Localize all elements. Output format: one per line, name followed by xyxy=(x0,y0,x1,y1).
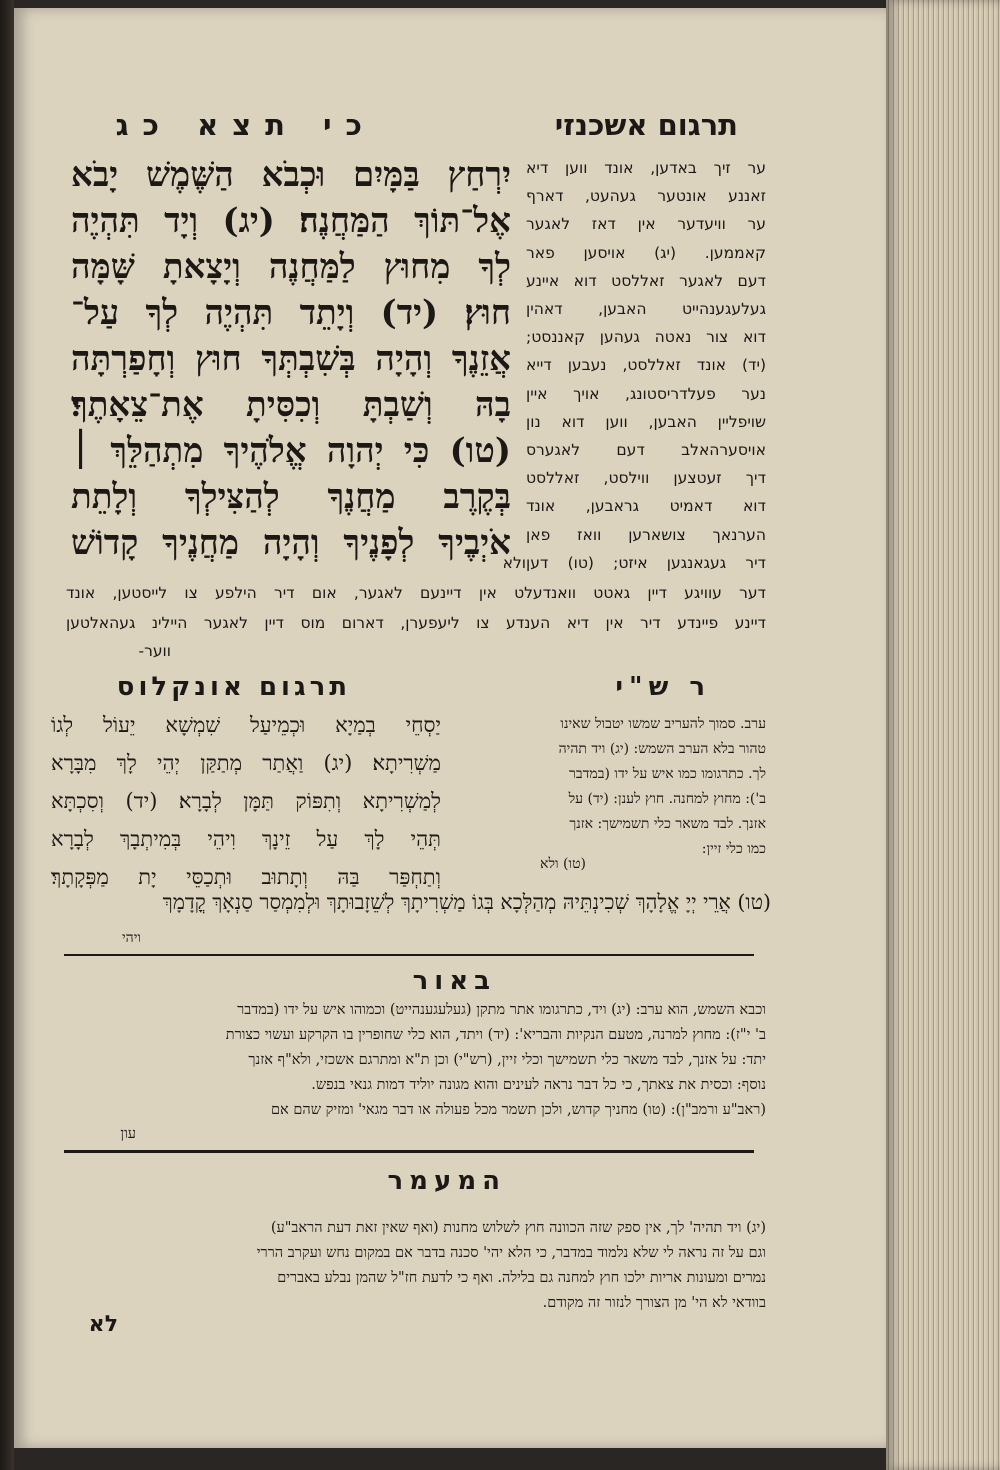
text-line: תְּהֵי לָךְ עַל זֵינָךְ וִיהֵי בְּמִיתְבָךְ לְבָרָא xyxy=(51,827,441,851)
text-line: (יד) אונד זאללסט, נעבען דייא xyxy=(526,356,766,375)
text-line: דער עוויגע דיין גאטט וואנדעלט אין דיינעם לאגער, אום דיר הילפע צו לייסטען, אונד xyxy=(66,584,766,602)
text-line: אֹיְבֶיךָ לְפָנֶיךָ וְהָיָה מַחֲנֶיךָ קָדוֹשׁ xyxy=(71,523,511,563)
text-line: לך. כתרגומו כמו איש על ידו (במדבר xyxy=(569,766,766,782)
text-line: דוא צור נאטה געהען קאננסט; xyxy=(526,328,766,347)
text-line: ב' י"ז): מחוץ למרנה, מטעם הנקיות והבריא': (יד) ויתד, הוא כלי שחופרין בו הקרקע ועשוי כצורת xyxy=(225,1027,766,1043)
text-line: טהור בלא הערב השמש: (יג) ויד תהיה xyxy=(558,741,766,757)
onkelos-catchword: ויהי xyxy=(122,930,141,946)
text-line: אויסערהאלב דעם לאגערס xyxy=(526,441,766,460)
header-right-title: תרגום אשכנזי xyxy=(554,108,738,142)
text-line: ערב. סמוך להעריב שמשו יטבול שאינו xyxy=(560,716,766,732)
divider-1 xyxy=(64,954,754,956)
text-line: דעם לאגער זאללסט דוא איינע xyxy=(526,271,766,290)
text-line: שויפליין האבען, ווען דוא נון xyxy=(526,412,766,431)
rashi-title: ר ש"י xyxy=(615,672,711,702)
onkelos-full-line: (טו) אֲרֵי יְיָ אֱלָהָךְ שְׁכִינְתֵּיהּ מְהַלְּכָא בְּגוֹ מַשְׁרִיתָךְ לְשֵׁזָבוּתָךְ וּלְמִמְסַר סַנְאָךְ קֳדָמָךְ xyxy=(162,890,771,914)
rashi-end: (טו) ולא xyxy=(540,856,586,872)
page-signature: לא xyxy=(88,1312,118,1337)
text-line: ער וויעדער אין דאז לאגער xyxy=(526,215,766,234)
german-translation-column xyxy=(526,154,766,577)
text-line: ב'): מחוץ למחנה. חוץ לענן: (יד) על xyxy=(568,791,766,807)
text-line: דיר געגאנגען איזט; (טו) דען xyxy=(526,553,766,572)
text-line: בְּקֶרֶב מַחֲנֶךָ לְהַצִּילְךָ וְלָתֵת xyxy=(71,477,511,517)
rashi-commentary xyxy=(446,712,766,862)
hameamer-commentary xyxy=(46,1216,766,1316)
text-line: מַשְׁרִיתָא׃ (יג) וַאֲתַר מְתַקַּן יְהֵי לָךְ מִבָּרָא xyxy=(51,751,441,775)
text-line: ער זיך באדען, אונד ווען דיא xyxy=(526,159,766,177)
text-line: זאננע אונטער געהעט, דארף xyxy=(526,187,766,206)
text-line: הערנאך צושארען וואז פאן xyxy=(526,525,766,544)
text-line: וכבא השמש, הוא ערב: (יג) ויד, כתרגומו אתר מתקן (געלעגענהייט) וכמוהו איש על ידו (במדבר xyxy=(237,1002,766,1018)
text-line: קאממען. (יג) אויסען פאר xyxy=(526,243,766,262)
text-line: כמו כלי זיין: xyxy=(701,841,766,857)
text-line: לְמַשְׁרִיתָא וְתִפּוֹק תַּמָּן לְבָרָא׃ (יד) וְסִכְתָּא xyxy=(51,789,441,813)
text-line: וגם על זה נראה לי שלא נלמוד במדבר, כי הלא יהי' סכנה בדבר אם במקום נחש ועקרב הררי xyxy=(256,1245,766,1261)
text-line: נמרים ומעונות אריות ילכו חוץ למחנה גם בלילה. ואף כי לדעת חז"ל שהמן נבלע באברים xyxy=(277,1270,766,1286)
text-line: בוודאי לא הי' מן הצורך לנזור זה מקודם. xyxy=(542,1295,766,1311)
divider-2 xyxy=(64,1150,754,1153)
torah-text-column xyxy=(71,152,511,566)
text-line: נער פעלדריסטונג, אויך איין xyxy=(526,384,766,403)
text-line: לְךָ מִחוּץ לַמַּחֲנֶה וְיָצָאתָ שָּׁמָּה xyxy=(71,247,511,287)
text-line: אֲזֵנֶךָ וְהָיָה בְּשִׁבְתְּךָ חוּץ וְחָפַרְתָּה xyxy=(71,339,511,379)
page-edges xyxy=(886,0,1000,1470)
text-line: יִרְחַץ בַּמָּיִם וּכְבֹא הַשֶּׁמֶשׁ יָבֹא xyxy=(71,155,511,195)
text-line: אֶל־תּוֹךְ הַמַּחֲנֶה׃ (יג) וְיָד תִּהְיֶה xyxy=(71,201,511,241)
onkelos-column xyxy=(51,706,441,896)
text-line: געלעגענהייט האבען, דאהין xyxy=(526,300,766,319)
text-line: בָהּ וְשַׁבְתָּ וְכִסִּיתָ אֶת־צֵאָתֶךָ׃ xyxy=(71,385,511,425)
text-line: יַסְחֵי בְמַיָא וּכְמֵיעַל שִׁמְשָׁא יֵעוֹל לְגוֹ xyxy=(51,713,441,737)
book-spine xyxy=(0,0,14,1470)
text-line: נוסף: וכסית את צאתך, כי כל דבר נראה לעינים והוא מגונה יוליד דמות גנאי בנפש. xyxy=(311,1077,766,1093)
header-left-title: כי תצא כג xyxy=(115,108,376,142)
biur-catchword: עון xyxy=(120,1126,136,1142)
text-line: דוא דאמיט גראבען, אונד xyxy=(526,497,766,516)
biur-title: באור xyxy=(412,966,496,996)
text-line: (יג) ויד תהיה' לך, אין ספק שזה הכוונה חוץ לשלוש מחנות (ואף שאין זאת דעת הראב"ע) xyxy=(270,1220,766,1236)
text-line: (ראב"ע ורמב"ן): (טו) מחניך קדוש, ולכן תשמר מכל פעולה או דבר מגאי' ומזיק שהם אם xyxy=(271,1102,766,1118)
hameamer-title: המעמר xyxy=(387,1166,506,1196)
biur-commentary xyxy=(46,998,766,1123)
german-catchword: ווער- xyxy=(138,642,171,660)
text-line: דיינע פיינדע דיר אין דיא הענדע צו ליעפערן, דארום מוס דיין לאגער היילינ געהאלטען xyxy=(66,614,766,632)
onkelos-title: תרגום אונקלוס xyxy=(116,672,351,702)
german-translation-continuation xyxy=(66,578,766,638)
text-line: (טו) כִּי יְהוָה אֱלֹהֶיךָ מִתְהַלֵּךְ ׀ xyxy=(71,431,511,471)
book-page xyxy=(14,8,886,1448)
text-line: דיך זעטצען ווילסט, זאללסט xyxy=(526,469,766,488)
text-line: יתד: על אזנך, לבד משאר כלי תשמישך וכלי זיין, (רש"י) וכן ת"א ומתרגם אשכזי, ולא"ף אזנך xyxy=(248,1052,766,1068)
text-line: אזנך. לבד משאר כלי תשמישך: אזנך xyxy=(569,816,766,832)
text-line: חוּץ׃ (יד) וְיָתֵד תִּהְיֶה לְךָ עַל־ xyxy=(71,293,511,333)
torah-catchword: ולא xyxy=(502,554,526,572)
text-line: וְתַחְפַּר בַּהּ וְתָתוּב וּתְכַסֵּי יָת מַפְּקָתָךְ׃ xyxy=(51,865,441,889)
